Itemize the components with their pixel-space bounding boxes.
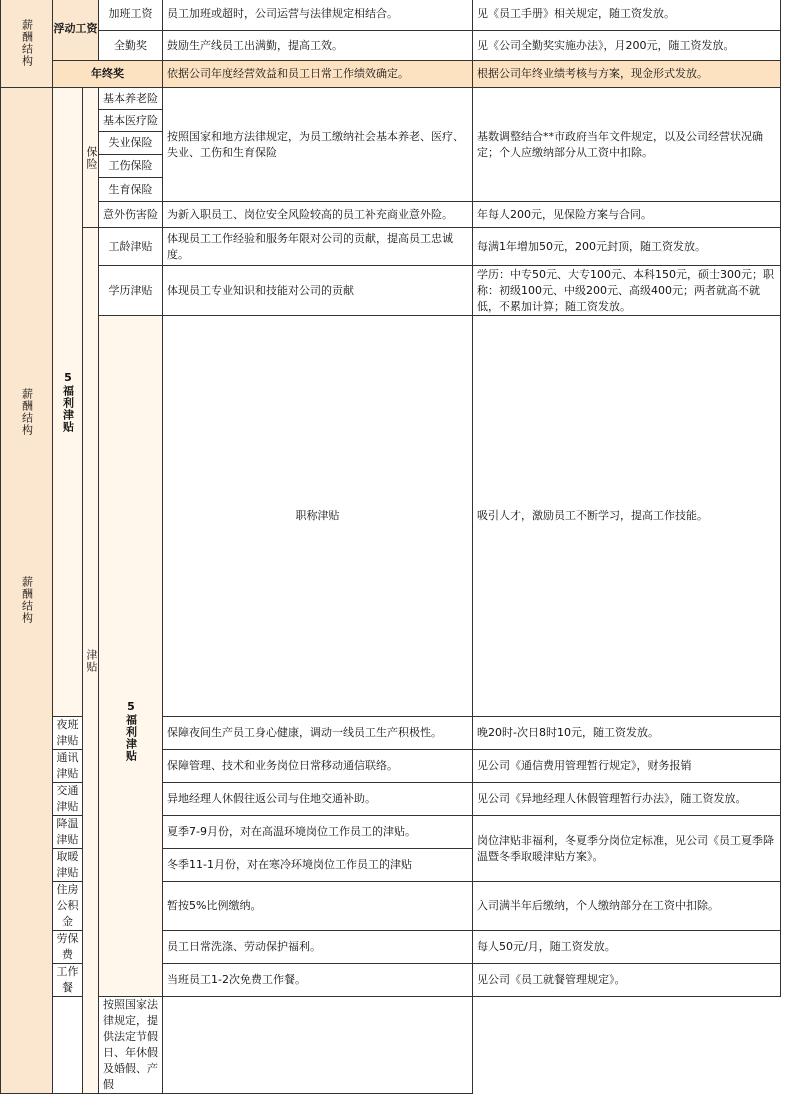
item-desc: 当班员工1-2次免费工作餐。 bbox=[163, 964, 473, 997]
table-row bbox=[1, 88, 781, 110]
item-desc: 员工加班或超时，公司运营与法律规定相结合。 bbox=[163, 0, 473, 31]
table-row bbox=[1, 31, 781, 61]
item-desc: 冬季11-1月份，对在寒冷环境岗位工作员工的津贴 bbox=[163, 849, 473, 882]
item-name: 通讯津贴 bbox=[53, 750, 83, 783]
section-salary-structure: 薪酬结构 薪酬结构 bbox=[1, 88, 53, 1094]
item-name: 职称津贴 bbox=[163, 316, 473, 717]
item-desc: 吸引人才，激励员工不断学习，提高工作技能。 bbox=[473, 316, 781, 717]
item-desc: 异地经理人休假往返公司与住地交通补助。 bbox=[163, 783, 473, 816]
seasonal-standard: 岗位津贴非福利，冬夏季分岗位定标准，见公司《员工夏季降温暨冬季取暖津贴方案》。 bbox=[473, 816, 781, 882]
item-desc: 夏季7-9月份，对在高温环境岗位工作员工的津贴。 bbox=[163, 816, 473, 849]
item-standard: 见《公司全勤奖实施办法》，月200元，随工资发放。 bbox=[473, 31, 781, 61]
item-standard: 见公司《异地经理人休假管理暂行办法》，随工资发放。 bbox=[473, 783, 781, 816]
item-desc: 鼓励生产线员工出满勤，提高工效。 bbox=[163, 31, 473, 61]
table-row bbox=[1, 0, 781, 31]
item-name: 夜班津贴 bbox=[53, 717, 83, 750]
item-standard: 根据公司年终业绩考核与方案，现金形式发放。 bbox=[473, 61, 781, 88]
section-welfare: 5福利津贴 bbox=[53, 88, 83, 717]
table-row bbox=[1, 202, 781, 228]
item-name: 基本医疗险 bbox=[99, 110, 163, 132]
table-row bbox=[1, 316, 781, 717]
section-allowance: 津贴 bbox=[83, 228, 99, 1094]
item-standard: 学历：中专50元、大专100元、本科150元，硕士300元；职称：初级100元、中级200元、高级400元；两者就高不就低，不累加计算；随工资发放。 bbox=[473, 266, 781, 316]
item-name: 工伤保险 bbox=[99, 155, 163, 178]
item-standard: 晚20时-次日8时10元，随工资发放。 bbox=[473, 717, 781, 750]
item-desc: 依据公司年度经营效益和员工日常工作绩效确定。 bbox=[163, 61, 473, 88]
section-welfare: 5福利津贴 bbox=[99, 316, 163, 997]
item-desc: 暂按5%比例缴纳。 bbox=[163, 882, 473, 931]
item-name: 工龄津贴 bbox=[99, 228, 163, 266]
item-standard: 见公司《通信费用管理暂行规定》，财务报销 bbox=[473, 750, 781, 783]
insurance-desc: 按照国家和地方法律规定，为员工缴纳社会基本养老、医疗、失业、工伤和生育保险 bbox=[163, 88, 473, 202]
item-standard: 见《员工手册》相关规定，随工资发放。 bbox=[473, 0, 781, 31]
section-floating-wage: 浮动工资 bbox=[53, 0, 99, 61]
section-salary-structure: 薪酬结构 bbox=[1, 0, 53, 88]
item-name: 住房公积金 bbox=[53, 882, 83, 931]
item-name: 取暖津贴 bbox=[53, 849, 83, 882]
item-standard: 入司满半年后缴纳，个人缴纳部分在工资中扣除。 bbox=[473, 882, 781, 931]
item-name: 工作餐 bbox=[53, 964, 83, 997]
item-name: 失业保险 bbox=[99, 132, 163, 155]
item-standard: 每满1年增加50元，200元封顶，随工资发放。 bbox=[473, 228, 781, 266]
item-desc: 保障夜间生产员工身心健康，调动一线员工生产积极性。 bbox=[163, 717, 473, 750]
insurance-standard: 基数调整结合**市政府当年文件规定，以及公司经营状况确定；个人应缴纳部分从工资中扣除。 bbox=[473, 88, 781, 202]
item-name: 全勤奖 bbox=[99, 31, 163, 61]
item-standard bbox=[163, 997, 473, 1094]
item-desc: 保障管理、技术和业务岗位日常移动通信联络。 bbox=[163, 750, 473, 783]
item-standard: 年每人200元，见保险方案与合同。 bbox=[473, 202, 781, 228]
table-row bbox=[1, 228, 781, 266]
item-name bbox=[53, 997, 83, 1094]
item-desc: 按照国家法律规定，提供法定节假日、年休假及婚假、产假 bbox=[99, 997, 163, 1094]
item-name: 交通津贴 bbox=[53, 783, 83, 816]
item-name: 劳保费 bbox=[53, 931, 83, 964]
item-desc: 体现员工工作经验和服务年限对公司的贡献，提高员工忠诚度。 bbox=[163, 228, 473, 266]
item-name: 基本养老险 bbox=[99, 88, 163, 110]
item-name: 意外伤害险 bbox=[99, 202, 163, 228]
table-row bbox=[1, 61, 781, 88]
item-desc: 为新入职员工、岗位安全风险较高的员工补充商业意外险。 bbox=[163, 202, 473, 228]
item-name: 学历津贴 bbox=[99, 266, 163, 316]
item-name: 加班工资 bbox=[99, 0, 163, 31]
item-desc: 体现员工专业知识和技能对公司的贡献 bbox=[163, 266, 473, 316]
table-row bbox=[1, 997, 781, 1094]
item-name: 年终奖 bbox=[53, 61, 163, 88]
item-name: 降温津贴 bbox=[53, 816, 83, 849]
section-insurance: 保险 bbox=[83, 88, 99, 228]
item-name: 生育保险 bbox=[99, 178, 163, 202]
table-row bbox=[1, 266, 781, 316]
item-desc: 员工日常洗涤、劳动保护福利。 bbox=[163, 931, 473, 964]
item-standard: 见公司《员工就餐管理规定》。 bbox=[473, 964, 781, 997]
item-standard: 每人50元/月，随工资发放。 bbox=[473, 931, 781, 964]
